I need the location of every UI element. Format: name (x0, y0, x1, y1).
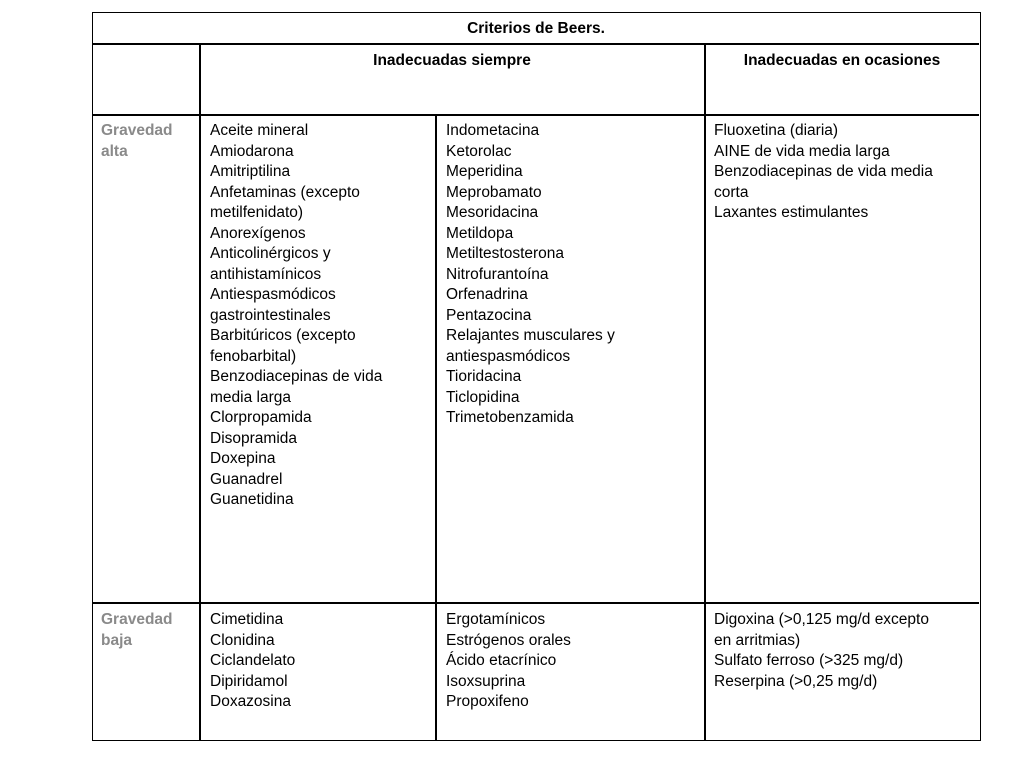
list-item: fenobarbital) (210, 347, 297, 365)
list-item: Digoxina (>0,125 mg/d excepto (714, 611, 929, 628)
list-item: Isoxsuprina (446, 672, 526, 690)
list-item: Amiodarona (210, 142, 294, 160)
beers-criteria-table (92, 12, 981, 741)
list-item: Clonidina (210, 631, 275, 649)
grid-line-label-column (199, 43, 201, 740)
list-item: Ergotamínicos (446, 611, 546, 628)
list-item: Trimetobenzamida (446, 409, 574, 426)
table-title: Criterios de Beers. (467, 20, 605, 37)
list-item: Ticlopidina (446, 388, 520, 406)
list-item: Indometacina (446, 122, 540, 139)
list-item: antiespasmódicos (446, 347, 571, 365)
grid-line-header-bottom (93, 114, 979, 116)
grid-line-sometimes-column (704, 43, 706, 740)
list-item: Doxepina (210, 450, 276, 467)
list-item: Anorexígenos (210, 224, 306, 242)
grid-line-subcolumn-divider (435, 114, 437, 740)
list-item: Dipiridamol (210, 672, 288, 690)
list-item: AINE de vida media larga (714, 142, 890, 160)
list-item: corta (714, 183, 749, 201)
list-item: antihistamínicos (210, 265, 322, 283)
list-item: Disopramida (210, 429, 298, 447)
list-item: Laxantes estimulantes (714, 204, 869, 221)
list-item: Meperidina (446, 163, 523, 180)
list-item: Benzodiacepinas de vida (210, 368, 383, 385)
list-item: metilfenidato) (210, 204, 304, 221)
list-item: Anfetaminas (excepto (210, 183, 360, 201)
list-item: media larga (210, 388, 291, 406)
list-low-always-a (210, 610, 432, 713)
list-item: Doxazosina (210, 693, 291, 710)
list-item: Propoxifeno (446, 693, 529, 710)
list-item: Benzodiacepinas de vida media (714, 163, 933, 180)
row-label-gravedad-alta: Gravedad alta (101, 122, 173, 160)
list-item: Barbitúricos (excepto (210, 327, 356, 344)
grid-line-title-bottom (93, 43, 979, 45)
header-inadecuadas-siempre: Inadecuadas siempre (373, 52, 531, 69)
list-item: Mesoridacina (446, 204, 539, 221)
list-low-sometimes (714, 610, 976, 692)
list-item: gastrointestinales (210, 306, 331, 324)
list-item: Orfenadrina (446, 286, 528, 303)
list-item: Metiltestosterona (446, 245, 565, 262)
list-item: Reserpina (>0,25 mg/d) (714, 672, 878, 690)
list-item: Amitriptilina (210, 163, 291, 180)
row-label-gravedad-baja: Gravedad baja (101, 611, 173, 649)
list-item: Sulfato ferroso (>325 mg/d) (714, 652, 904, 669)
list-item: Meprobamato (446, 183, 542, 201)
list-item: Anticolinérgicos y (210, 245, 331, 262)
list-high-sometimes (714, 121, 976, 224)
list-item: Metildopa (446, 224, 514, 242)
header-inadecuadas-en-ocasiones: Inadecuadas en ocasiones (743, 52, 941, 69)
list-item: Ketorolac (446, 142, 512, 160)
list-item: Antiespasmódicos (210, 286, 336, 303)
list-item: Cimetidina (210, 611, 284, 628)
list-item: Fluoxetina (diaria) (714, 122, 839, 139)
list-item: Nitrofurantoína (446, 265, 549, 283)
list-item: Guanadrel (210, 470, 283, 488)
list-item: Estrógenos orales (446, 631, 571, 649)
grid-line-row-divider (93, 602, 979, 604)
list-item: Ciclandelato (210, 652, 296, 669)
list-item: en arritmias) (714, 631, 801, 649)
list-item: Aceite mineral (210, 122, 309, 139)
list-item: Relajantes musculares y (446, 327, 615, 344)
list-item: Pentazocina (446, 306, 532, 324)
list-item: Guanetidina (210, 491, 294, 508)
list-high-always-b (446, 121, 701, 429)
list-item: Clorpropamida (210, 409, 312, 426)
list-item: Tioridacina (446, 368, 522, 385)
list-high-always-a (210, 121, 432, 511)
list-low-always-b (446, 610, 701, 713)
list-item: Ácido etacrínico (446, 652, 557, 669)
